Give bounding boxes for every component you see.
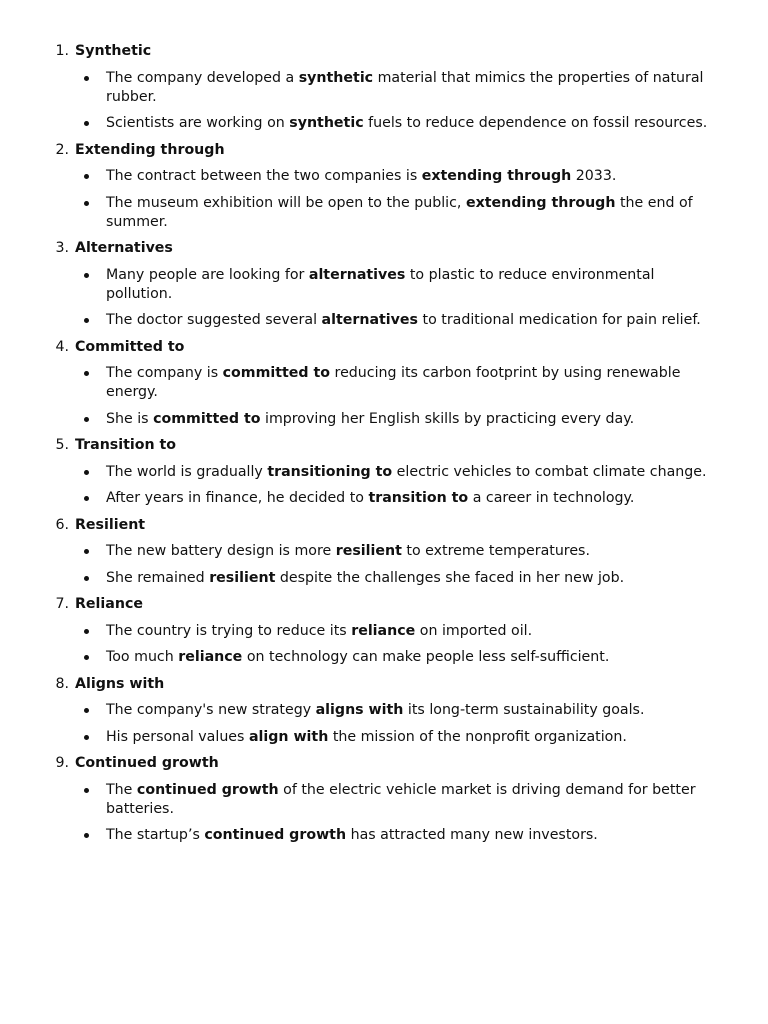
term-heading <box>55 141 728 160</box>
sentence-text: has attracted many new investors. <box>346 827 598 843</box>
term-label: Continued growth <box>75 755 219 771</box>
example-sentence <box>106 781 728 819</box>
sentence-text: to extreme temperatures. <box>401 543 590 559</box>
example-sentence <box>106 826 728 845</box>
highlighted-term: continued growth <box>204 827 347 843</box>
term-label: Transition to <box>75 437 177 453</box>
sentence-text: despite the challenges she faced in her new job. <box>275 569 625 586</box>
example-sentence <box>106 569 728 588</box>
sentence-text: its long-term sustainability goals. <box>403 702 645 718</box>
sentence-text: of the electric vehicle market is driving demand for better batteries. <box>106 781 696 817</box>
term-number: 2. <box>55 141 69 158</box>
sentence-text: the end of summer. <box>106 194 693 230</box>
highlighted-term: aligns with <box>315 702 404 718</box>
sentence-text: Many people are looking for <box>106 266 309 283</box>
sentence-text: The startup’s <box>106 827 205 843</box>
sentence-text: The company is <box>106 365 223 381</box>
term-label: Resilient <box>75 516 146 533</box>
example-sentence <box>106 266 728 304</box>
term-heading <box>55 595 728 614</box>
highlighted-term: synthetic <box>298 69 374 86</box>
example-sentence <box>106 648 728 667</box>
term-heading <box>55 754 728 773</box>
term-heading <box>55 42 728 61</box>
example-sentence <box>106 622 728 641</box>
highlighted-term: reliance <box>351 622 416 639</box>
term-heading <box>55 239 728 258</box>
term-heading <box>55 338 728 357</box>
term-number: 7. <box>55 596 69 612</box>
example-sentence <box>106 489 728 508</box>
sentence-text: a career in technology. <box>468 490 635 506</box>
sentence-text: The museum exhibition will be open to the public, <box>106 194 466 211</box>
sentence-text: The new battery design is more <box>106 543 336 559</box>
sentence-text: After years in finance, he decided to <box>106 490 369 506</box>
sentence-text: The company developed a <box>106 69 299 86</box>
highlighted-term: resilient <box>209 569 276 586</box>
example-sentence <box>106 364 728 402</box>
example-sentence <box>106 463 728 482</box>
term-label: Synthetic <box>75 43 152 59</box>
sentence-text: She remained <box>106 569 210 586</box>
sentence-text: The company's new strategy <box>106 702 316 718</box>
highlighted-term: transitioning to <box>267 463 393 480</box>
sentence-text: reducing its carbon footprint by using renewable energy. <box>106 365 681 400</box>
sentence-text: She is <box>106 410 154 427</box>
term-number: 1. <box>55 43 69 59</box>
sentence-text: The doctor suggested several <box>106 312 322 328</box>
highlighted-term: synthetic <box>289 115 364 131</box>
highlighted-term: continued growth <box>136 781 279 798</box>
sentence-text: to traditional medication for pain relief. <box>418 312 701 328</box>
sentence-text: His personal values <box>106 728 249 745</box>
sentence-text: Too much <box>106 649 179 665</box>
term-number: 9. <box>55 755 69 771</box>
term-label: Aligns with <box>75 675 165 692</box>
sentence-text: electric vehicles to combat climate change. <box>392 463 707 480</box>
sentence-text: Scientists are working on <box>106 115 290 131</box>
term-label: Committed to <box>75 338 185 355</box>
term-number: 8. <box>55 675 69 692</box>
term-label: Extending through <box>75 141 225 158</box>
example-sentence <box>106 69 728 107</box>
highlighted-term: alternatives <box>308 266 406 283</box>
highlighted-term: extending through <box>465 194 616 211</box>
vocabulary-list <box>0 42 728 845</box>
sentence-text: The <box>106 781 137 798</box>
term-number: 6. <box>55 516 69 533</box>
example-sentence <box>106 311 728 330</box>
example-sentence <box>106 542 728 561</box>
highlighted-term: resilient <box>335 543 402 559</box>
sentence-text: 2033. <box>571 168 617 184</box>
example-sentence <box>106 701 728 720</box>
term-number: 4. <box>55 338 69 355</box>
sentence-text: improving her English skills by practicing every day. <box>260 410 635 427</box>
sentence-text: on imported oil. <box>415 622 533 639</box>
term-number: 3. <box>55 240 69 256</box>
example-sentence <box>106 728 728 747</box>
sentence-text: The world is gradually <box>106 463 268 480</box>
term-label: Reliance <box>75 596 143 612</box>
sentence-text: to plastic to reduce environmental pollution. <box>106 266 655 302</box>
highlighted-term: committed to <box>153 410 261 427</box>
highlighted-term: align with <box>248 728 329 745</box>
term-heading <box>55 436 728 455</box>
sentence-text: the mission of the nonprofit organization. <box>328 728 627 745</box>
example-sentence <box>106 410 728 429</box>
term-heading <box>55 675 728 694</box>
term-heading <box>55 516 728 535</box>
sentence-text: material that mimics the properties of natural rubber. <box>106 69 704 105</box>
highlighted-term: alternatives <box>321 312 418 328</box>
highlighted-term: reliance <box>178 649 243 665</box>
highlighted-term: extending through <box>421 168 572 184</box>
highlighted-term: transition to <box>368 490 469 506</box>
sentence-text: The country is trying to reduce its <box>106 622 352 639</box>
example-sentence <box>106 167 728 186</box>
term-number: 5. <box>55 437 69 453</box>
sentence-text: fuels to reduce dependence on fossil resources. <box>363 115 708 131</box>
sentence-text: The contract between the two companies is <box>106 168 422 184</box>
example-sentence <box>106 114 728 133</box>
example-sentence <box>106 194 728 232</box>
sentence-text: on technology can make people less self-sufficient. <box>242 649 610 665</box>
highlighted-term: committed to <box>222 365 331 381</box>
term-label: Alternatives <box>75 240 173 256</box>
